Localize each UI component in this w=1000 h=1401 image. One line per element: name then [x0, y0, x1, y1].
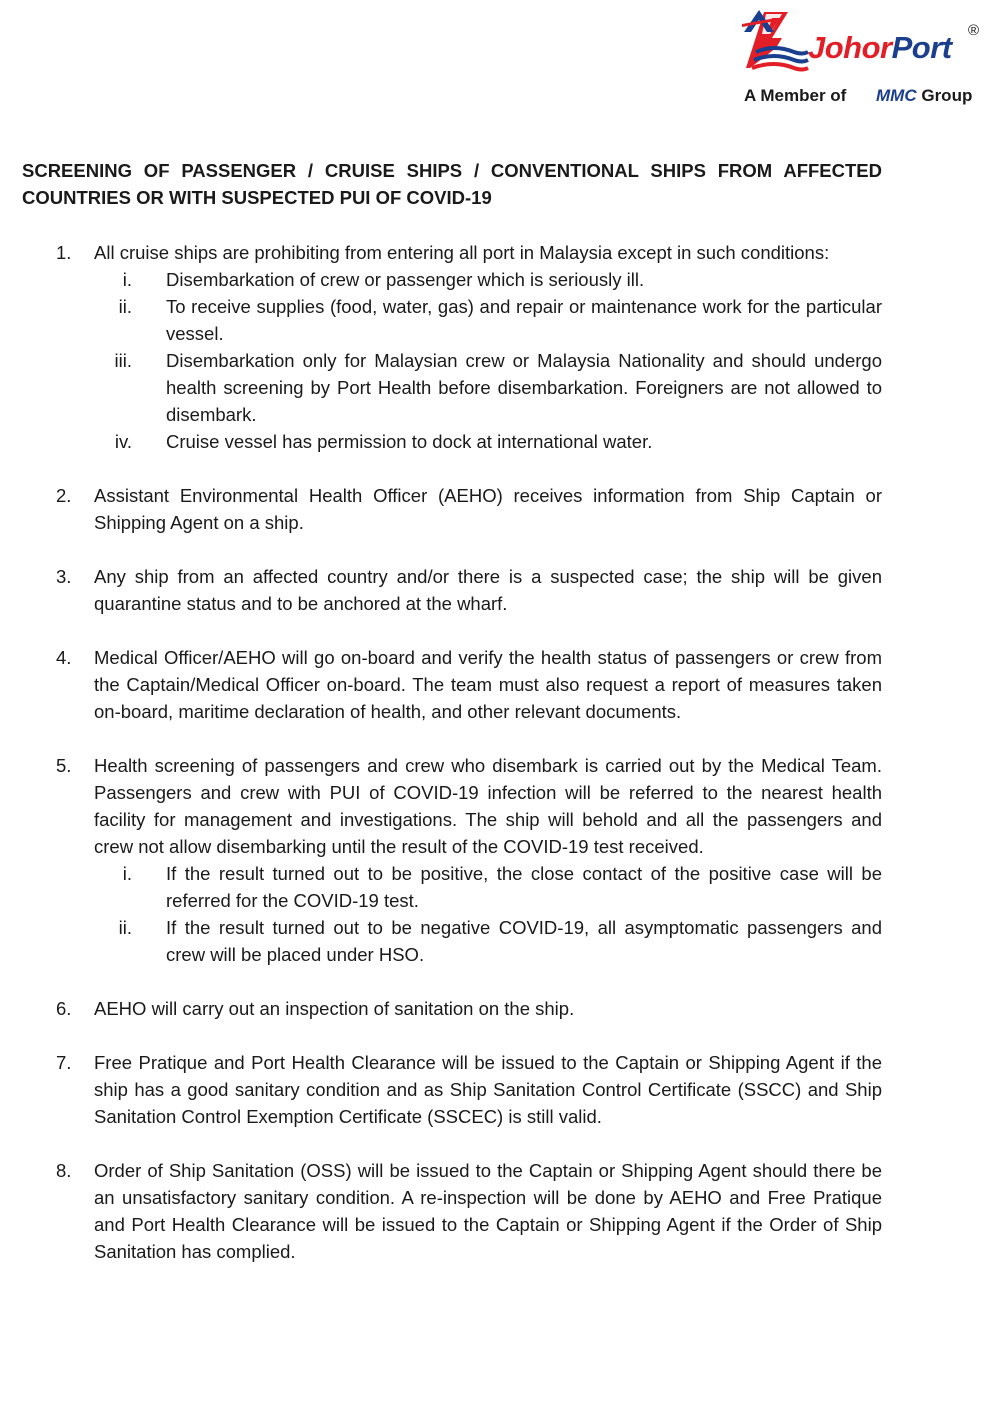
list-item: [22, 752, 882, 968]
sub-list-item-text: If the result turned out to be negative COVID-19, all asymptomatic passengers and crew will be placed under HSO.: [166, 917, 882, 965]
list-item: [22, 563, 882, 617]
logo-mmc-text: MMC: [876, 86, 917, 105]
logo-member-text: A Member of: [744, 86, 847, 105]
sub-list-item-text: Cruise vessel has permission to dock at international water.: [166, 431, 653, 452]
sub-list-item: [94, 266, 882, 293]
list-item-text: Assistant Environmental Health Officer (AEHO) receives information from Ship Captain or Shipping Agent on a ship.: [94, 485, 882, 533]
sub-list-item-numeral: ii.: [118, 917, 132, 938]
logo-word-johor: Johor: [808, 30, 892, 65]
list-item: [22, 1049, 882, 1130]
sub-list-item: [94, 428, 882, 455]
mmc-emblem-icon: [742, 8, 776, 36]
sub-list-item-numeral: i.: [122, 269, 132, 290]
list-item-number: 5.: [56, 755, 72, 776]
sub-list-item-numeral: i.: [122, 863, 132, 884]
list-item-text: Free Pratique and Port Health Clearance will be issued to the Captain or Shipping Agent if the ship has a good sanitary condition and as Ship Sanitation Control Certificate (SSCC) and Ship Sanitation Control Exemption Certificate (SSCEC) is still valid.: [94, 1052, 882, 1127]
list-item-text: Any ship from an affected country and/or there is a suspected case; the ship will be given quarantine status and to be anchored at the wharf.: [94, 566, 882, 614]
list-item: [22, 482, 882, 536]
list-item-text: Order of Ship Sanitation (OSS) will be issued to the Captain or Shipping Agent should there be an unsatisfactory sanitary condition. A re-inspection will be done by AEHO and Free Pratique and Port Health Clearance will be issued to the Captain or Shipping Agent if the Order of Ship Sanitation has complied.: [94, 1160, 882, 1262]
sub-list-item-numeral: iv.: [114, 431, 132, 452]
list-item-number: 8.: [56, 1160, 72, 1181]
sub-list-item-text: If the result turned out to be positive, the close contact of the positive case will be referred for the COVID-19 test.: [166, 863, 882, 911]
procedure-list: [22, 239, 882, 1265]
sub-list-item-text: Disembarkation only for Malaysian crew or Malaysia Nationality and should undergo health screening by Port Health before disembarkation. Foreigners are not allowed to disembark.: [166, 350, 882, 425]
sub-list-item-text: To receive supplies (food, water, gas) and repair or maintenance work for the particular vessel.: [166, 296, 882, 344]
document-title: SCREENING OF PASSENGER / CRUISE SHIPS / CONVENTIONAL SHIPS FROM AFFECTED COUNTRIES OR WITH SUSPECTED PUI OF COVID-19: [22, 160, 882, 208]
sub-list-item: [94, 293, 882, 347]
list-item-number: 3.: [56, 566, 72, 587]
logo-wordmark: [808, 30, 952, 66]
list-item-number: 6.: [56, 998, 72, 1019]
list-item: [22, 1157, 882, 1265]
sub-list-item: [94, 860, 882, 914]
list-item-text: Health screening of passengers and crew who disembark is carried out by the Medical Team. Passengers and crew with PUI of COVID-19 infection will be referred to the nearest health facility for management and investigations. The ship will behold and all the passengers and crew not allow disembarking until the result of the COVID-19 test received.: [94, 755, 882, 857]
sub-list-item: [94, 914, 882, 968]
sub-list-item-text: Disembarkation of crew or passenger which is seriously ill.: [166, 269, 645, 290]
document-body: [22, 157, 882, 1292]
sub-list: [94, 266, 882, 455]
list-item-text: AEHO will carry out an inspection of sanitation on the ship.: [94, 998, 575, 1019]
list-item-number: 4.: [56, 647, 72, 668]
johorport-logo: [742, 8, 992, 118]
logo-registered-mark: ®: [968, 22, 980, 39]
sub-list-item: [94, 347, 882, 428]
sub-list-item-numeral: ii.: [118, 296, 132, 317]
list-item-text: All cruise ships are prohibiting from entering all port in Malaysia except in such conditions:: [94, 242, 830, 263]
list-item: [22, 995, 882, 1022]
list-item-number: 1.: [56, 242, 72, 263]
sub-list: [94, 860, 882, 968]
list-item-text: Medical Officer/AEHO will go on-board and verify the health status of passengers or crew from the Captain/Medical Officer on-board. The team must also request a report of measures taken on-board, maritime declaration of health, and other relevant documents.: [94, 647, 882, 722]
logo-group-text: Group: [921, 86, 973, 105]
list-item: [22, 644, 882, 725]
list-item-number: 2.: [56, 485, 72, 506]
list-item: [22, 239, 882, 455]
logo-word-port: Port: [891, 30, 952, 65]
logo-mmc-group: [876, 86, 972, 106]
list-item-number: 7.: [56, 1052, 72, 1073]
sub-list-item-numeral: iii.: [114, 350, 132, 371]
